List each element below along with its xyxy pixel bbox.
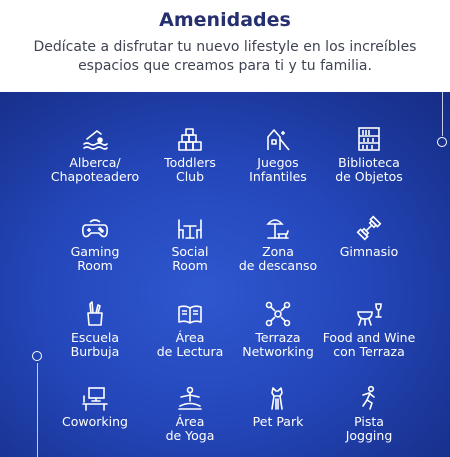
decor-line-right bbox=[442, 92, 443, 136]
amenity-label: Toddlers Club bbox=[164, 155, 216, 184]
runner-icon bbox=[355, 384, 383, 412]
amenity-label: Coworking bbox=[62, 414, 128, 429]
header bbox=[0, 0, 450, 92]
amenity-item bbox=[309, 214, 429, 259]
gamepad-icon bbox=[81, 214, 109, 242]
open-book-icon bbox=[176, 300, 204, 328]
shelf-icon bbox=[355, 125, 383, 153]
pool-icon bbox=[81, 125, 109, 153]
amenity-label: Pista Jogging bbox=[345, 414, 393, 443]
amenity-label: Terraza Networking bbox=[242, 330, 314, 359]
amenity-label: Área de Yoga bbox=[165, 414, 215, 443]
amenity-label: Gaming Room bbox=[70, 244, 120, 273]
playground-icon bbox=[264, 125, 292, 153]
amenity-label: Biblioteca de Objetos bbox=[335, 155, 403, 184]
amenity-label: Área de Lectura bbox=[156, 330, 224, 359]
page-subtitle: Dedícate a disfrutar tu nuevo lifestyle en los increíbles espacios que creamos para ti y tu familia. bbox=[33, 39, 417, 74]
amenity-label: Zona de descanso bbox=[238, 244, 318, 273]
amenity-label: Escuela Burbuja bbox=[70, 330, 120, 359]
amenity-label: Pet Park bbox=[252, 414, 304, 429]
amenity-label: Food and Wine con Terraza bbox=[322, 330, 416, 359]
amenity-item bbox=[309, 384, 429, 443]
network-icon bbox=[264, 300, 292, 328]
desk-computer-icon bbox=[81, 384, 109, 412]
lounge-umbrella-icon bbox=[264, 214, 292, 242]
amenity-label: Alberca/ Chapoteadero bbox=[50, 155, 140, 184]
decor-dot-right bbox=[437, 137, 447, 147]
building-blocks-icon bbox=[176, 125, 204, 153]
amenities-panel bbox=[0, 92, 450, 457]
dog-icon bbox=[264, 384, 292, 412]
table-chairs-icon bbox=[176, 214, 204, 242]
amenity-item bbox=[309, 300, 429, 359]
pencil-cup-icon bbox=[81, 300, 109, 328]
yoga-icon bbox=[176, 384, 204, 412]
dumbbell-icon bbox=[355, 214, 383, 242]
amenity-label: Social Room bbox=[171, 244, 209, 273]
amenity-item bbox=[309, 125, 429, 184]
amenity-label: Gimnasio bbox=[339, 244, 399, 259]
bbq-wine-icon bbox=[355, 300, 383, 328]
page-title: Amenidades bbox=[159, 9, 291, 31]
amenity-label: Juegos Infantiles bbox=[249, 155, 307, 184]
